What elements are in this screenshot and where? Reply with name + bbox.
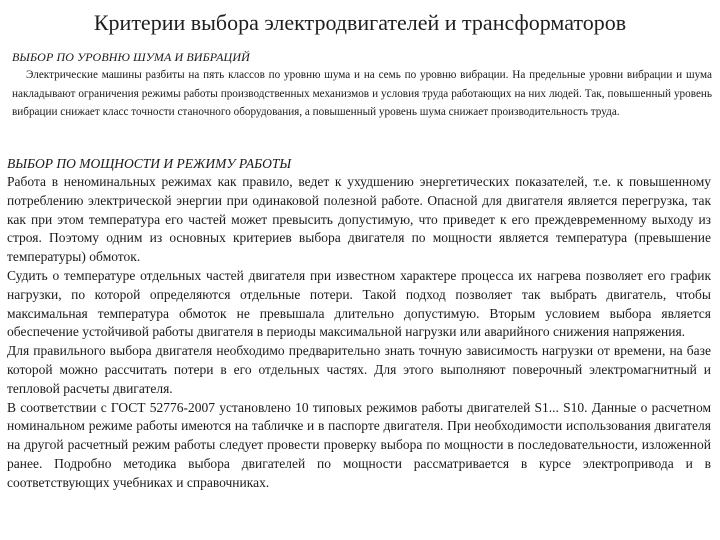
- power-mode-heading: ВЫБОР ПО МОЩНОСТИ И РЕЖИМУ РАБОТЫ: [7, 156, 292, 171]
- noise-vibration-paragraph: Электрические машины разбиты на пять классов по уровню шума и на семь по уровню вибрации. На предельные уровни вибрации и шума накладывают ограничения режимы работы производственных механизмов и условия труда работающих на них людей. Так, повышенный уровень вибрации снижает класс точности станочного оборудования, а повышенный уровень шума снижает производительность труда.: [12, 69, 712, 118]
- power-mode-section: [7, 155, 711, 493]
- power-mode-paragraph: Судить о температуре отдельных частей двигателя при известном характере процесса их нагрева позволяет его график нагрузки, по которой определяются отдельные потери. Такой подход позволяет так выбрать двигатель, чтобы максимальная температура обмоток не превышала длительно допустимую. Вторым условием выбора является обеспечение устойчивой работы двигателя в периоды максимальной нагрузки или аварийного снижения напряжения.: [7, 267, 711, 340]
- noise-vibration-section: [12, 50, 712, 122]
- power-mode-paragraph: Для правильного выбора двигателя необходимо предварительно знать точную зависимость нагрузки от времени, на базе которой можно рассчитать потери в его отдельных частях. Для этого выполняют поверочный электромагнитный и тепловой расчеты двигателя.: [7, 343, 711, 396]
- noise-vibration-heading: ВЫБОР ПО УРОВНЮ ШУМА И ВИБРАЦИЙ: [12, 50, 250, 64]
- slide-title: Критерии выбора электродвигателей и трансформаторов: [93, 10, 627, 35]
- power-mode-paragraph: В соответствии с ГОСТ 52776-2007 установлено 10 типовых режимов работы двигателей S1... S10. Данные о расчетном номинальном режиме работы имеются на табличке и в паспорте двигателя. При необходимости использования двигателя на другой расчетный режим работы следует провести проверку выбора по мощности в последовательности, изложенной ранее. Подробно методика выбора двигателей по мощности рассматривается в курсе электропривода и в соответствующих учебниках и справочниках.: [7, 399, 711, 490]
- power-mode-paragraph: Работа в неноминальных режимах как правило, ведет к ухудшению энергетических показателей, т.е. к повышенному потреблению электрической энергии при одинаковой полезной работе. Опасной для двигателя является перегрузка, так как при этом температура его частей может превысить допустимую, что приведет к его преждевременному выходу из строя. Поэтому одним из основных критериев выбора двигателя по мощности является температура (превышение температуры) обмоток.: [7, 174, 711, 265]
